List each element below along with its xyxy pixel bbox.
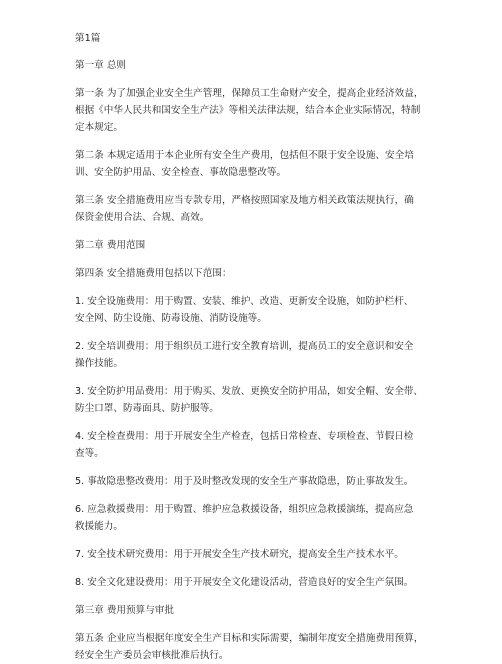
text-line: 训、安全防护用品、安全检查、事故隐患整改等。 xyxy=(75,167,287,178)
text-line: 6. 应急救援费用：用于购置、维护应急救援设备，组织应急救援演练，提高应急 xyxy=(75,504,414,515)
paragraph xyxy=(75,574,432,591)
text-line: 第一条 为了加强企业安全生产管理，保障员工生命财产安全，提高企业经济效益， xyxy=(75,88,424,99)
paragraph xyxy=(75,57,432,74)
text-line: 第五条 企业应当根据年度安全生产目标和实际需要，编制年度安全措施费用预算， xyxy=(75,633,424,644)
paragraph xyxy=(75,602,432,619)
paragraph xyxy=(75,630,432,664)
paragraph xyxy=(75,293,432,327)
paragraph xyxy=(75,383,432,417)
paragraph xyxy=(75,501,432,535)
paragraph xyxy=(75,473,432,490)
paragraph xyxy=(75,428,432,462)
text-line: 定本规定。 xyxy=(75,122,123,133)
text-line: 1. 安全设施费用：用于购置、安装、维护、改造、更新安全设施，如防护栏杆、 xyxy=(75,296,414,307)
part-heading: 第1篇 xyxy=(75,33,101,44)
text-line: 保资金使用合法、合规、高效。 xyxy=(75,212,210,223)
paragraph xyxy=(75,546,432,563)
paragraph xyxy=(75,338,432,372)
paragraph xyxy=(75,265,432,282)
text-line: 7. 安全技术研究费用：用于开展安全生产技术研究，提高安全生产技术水平。 xyxy=(75,549,404,560)
paragraph xyxy=(75,147,432,181)
paragraph xyxy=(75,85,432,136)
text-line: 第四条 安全措施费用包括以下范围： xyxy=(75,268,232,279)
text-line: 2. 安全培训费用：用于组织员工进行安全教育培训，提高员工的安全意识和安全 xyxy=(75,341,414,352)
text-line: 第二条 本规定适用于本企业所有安全生产费用，包括但不限于安全设施、安全培 xyxy=(75,150,414,161)
text-line: 4. 安全检查费用：用于开展安全生产检查，包括日常检查、专项检查、节假日检 xyxy=(75,431,414,442)
text-line: 8. 安全文化建设费用：用于开展安全文化建设活动，营造良好的安全生产氛围。 xyxy=(75,577,414,588)
paragraph xyxy=(75,192,432,226)
text-line: 3. 安全防护用品费用：用于购买、发放、更换安全防护用品，如安全帽、安全带、 xyxy=(75,386,423,397)
text-line: 第三条 安全措施费用应当专款专用，严格按照国家及地方相关政策法规执行，确 xyxy=(75,195,414,206)
text-line: 查等。 xyxy=(75,448,104,459)
text-line: 5. 事故隐患整改费用：用于及时整改发现的安全生产事故隐患，防止事故发生。 xyxy=(75,476,414,487)
text-line: 救援能力。 xyxy=(75,521,123,532)
text-line: 第一章 总则 xyxy=(75,60,127,71)
text-line: 经安全生产委员会审核批准后执行。 xyxy=(75,650,229,661)
document-body xyxy=(75,57,432,664)
text-line: 第二章 费用范围 xyxy=(75,240,146,251)
text-line: 操作技能。 xyxy=(75,358,123,369)
paragraph xyxy=(75,237,432,254)
text-line: 安全网、防尘设施、防毒设施、消防设施等。 xyxy=(75,313,267,324)
text-line: 防尘口罩、防毒面具、防护服等。 xyxy=(75,403,219,414)
text-line: 根据《中华人民共和国安全生产法》等相关法律法规，结合本企业实际情况，特制 xyxy=(75,105,421,116)
text-line: 第三章 费用预算与审批 xyxy=(75,605,174,616)
